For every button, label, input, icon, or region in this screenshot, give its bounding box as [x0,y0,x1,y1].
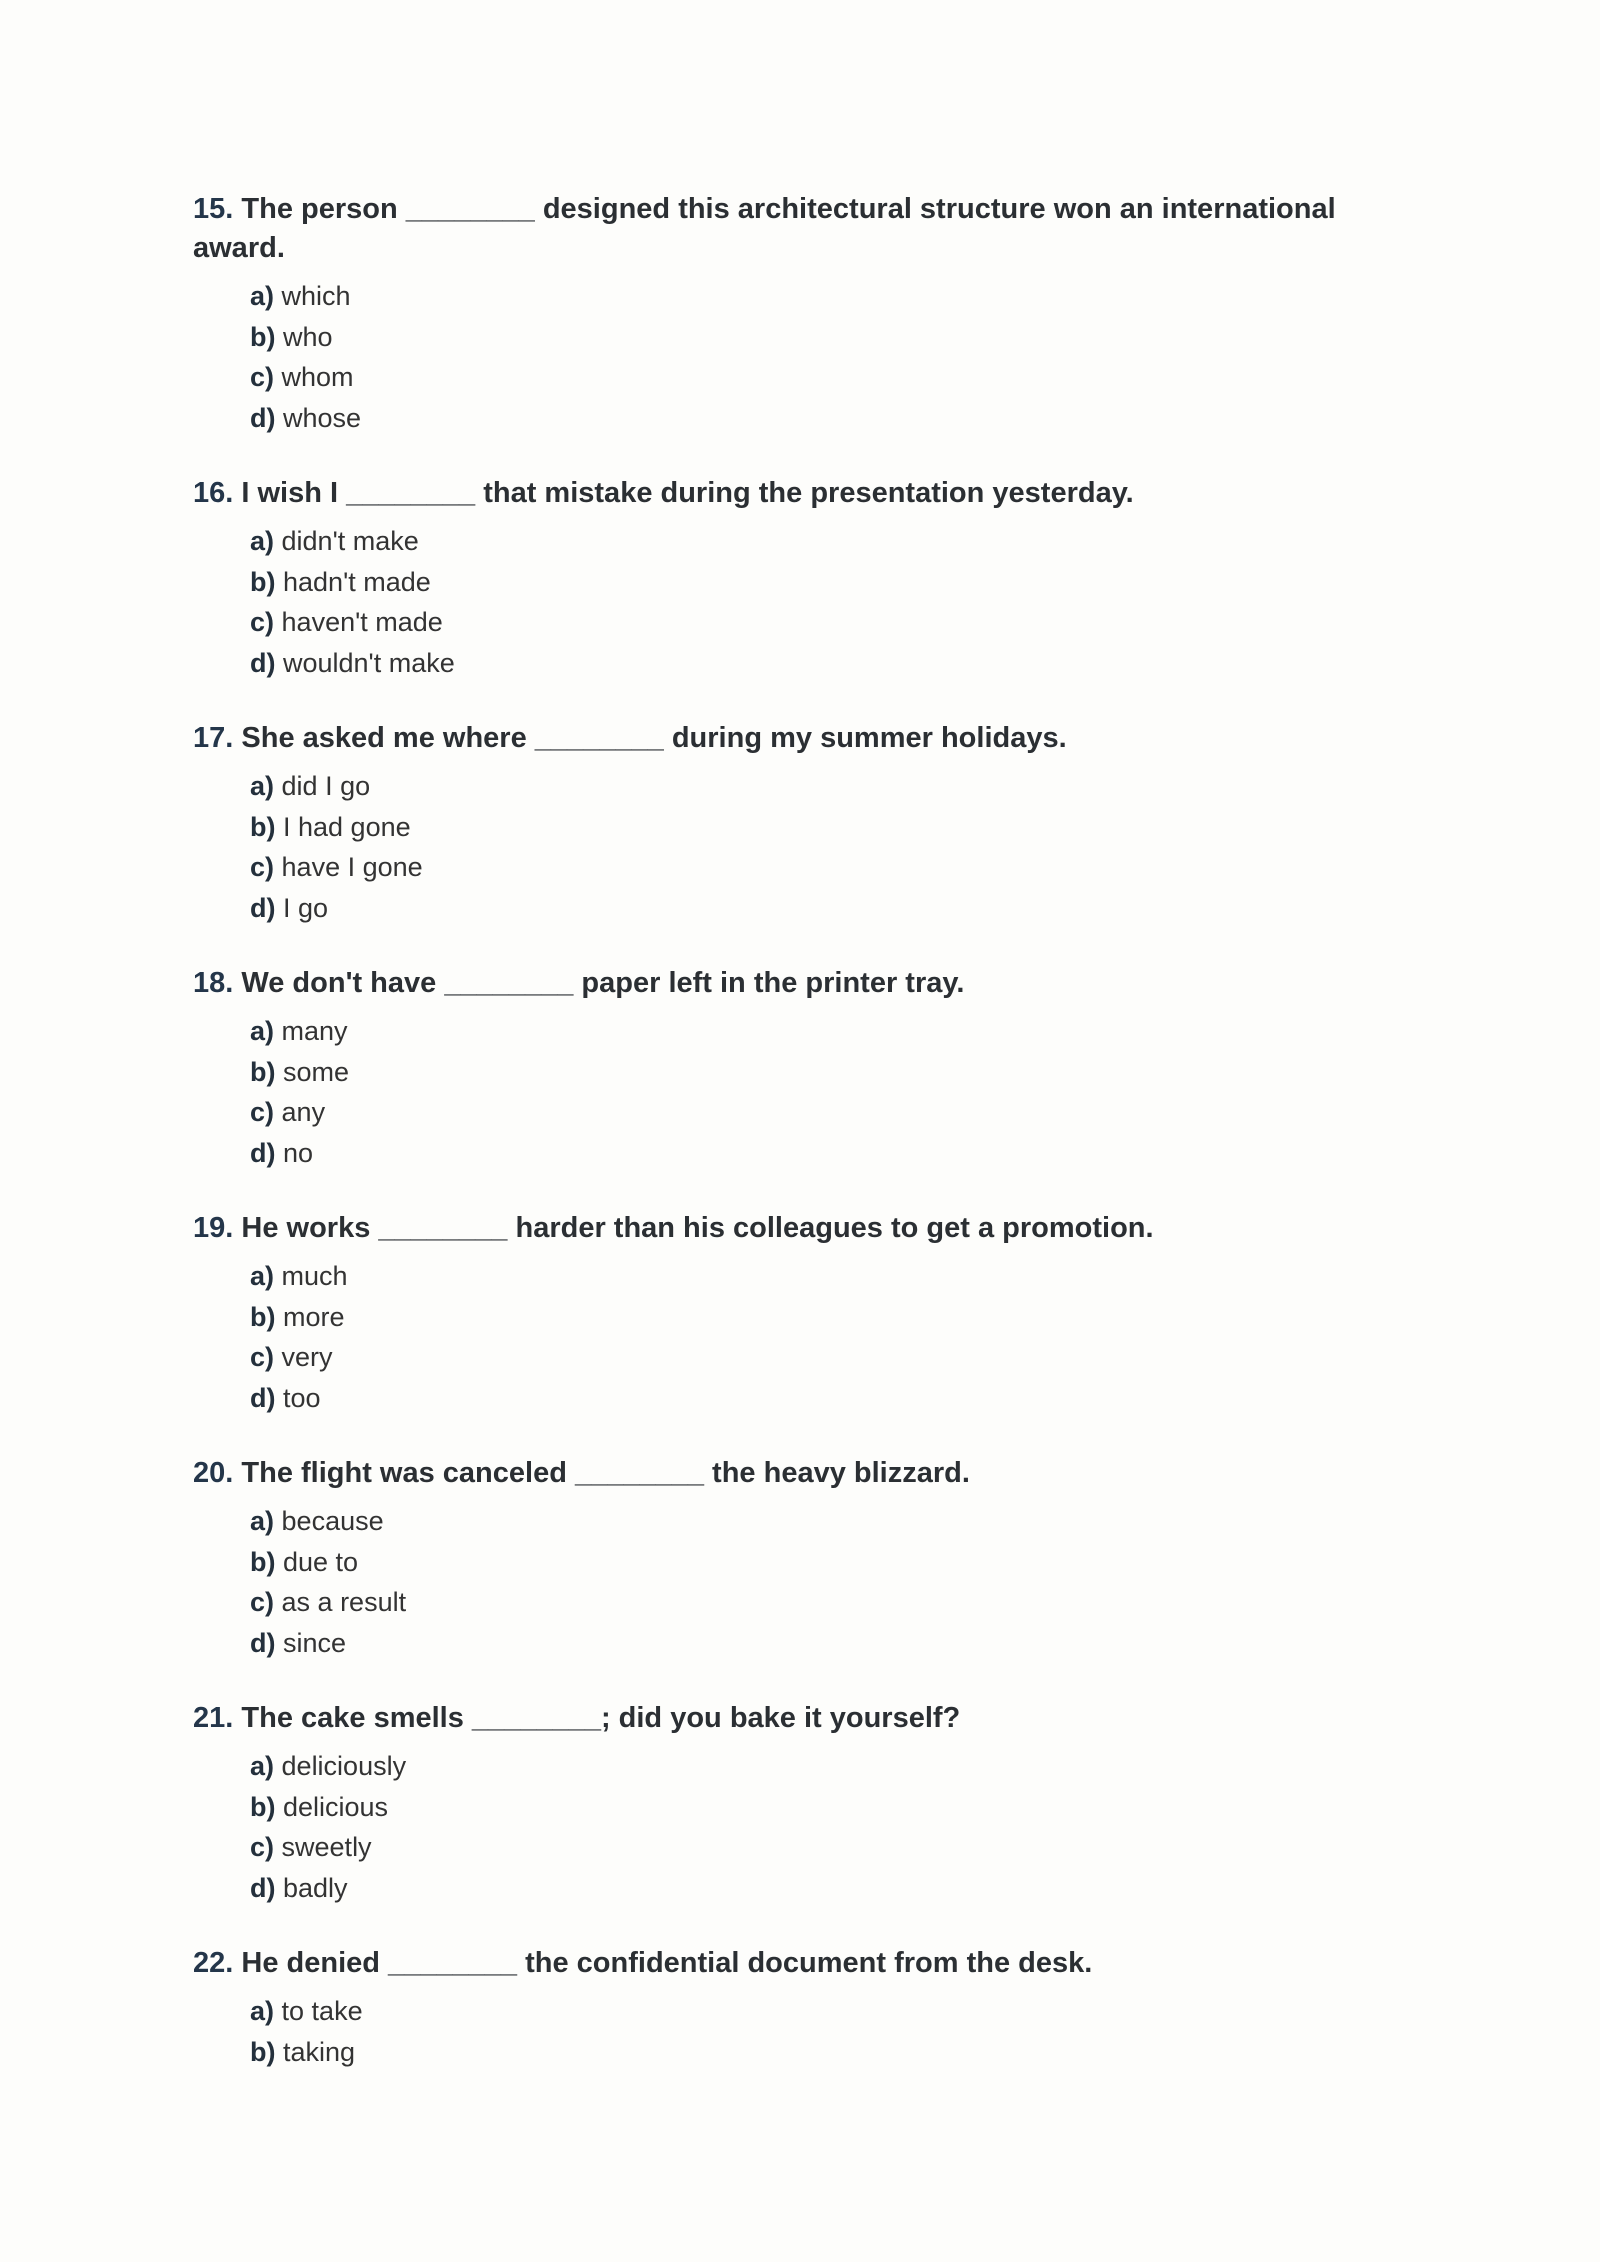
option-text: wouldn't make [283,647,455,678]
question-stem [193,964,1403,1003]
option-c [250,1092,1403,1133]
option-d [250,1623,1403,1664]
option-c [250,1582,1403,1623]
question-number: 19. [193,1212,234,1244]
question-22 [193,1944,1403,2072]
option-text: deliciously [281,1751,407,1781]
option-b [250,562,1403,603]
option-letter: a) [250,1016,275,1046]
option-letter: a) [250,1506,275,1536]
option-text: much [281,1261,348,1291]
option-b [250,1297,1403,1338]
option-text: any [281,1097,326,1127]
option-text: very [281,1342,333,1372]
option-text: too [283,1382,321,1413]
question-19 [193,1209,1403,1418]
question-15 [193,190,1403,438]
option-letter: d) [250,647,276,678]
option-c [250,602,1403,643]
option-text: whose [283,402,362,433]
question-21 [193,1699,1403,1908]
option-c [250,357,1403,398]
option-b [250,807,1403,848]
option-a [250,766,1403,807]
option-a [250,1746,1403,1787]
question-text: The person ________ designed this architectural structure won an international award. [193,193,1336,264]
question-number: 16. [193,477,234,509]
option-letter: b) [250,1791,276,1822]
option-letter: a) [250,1261,275,1291]
option-letter: a) [250,1751,275,1781]
option-text: didn't make [281,526,419,556]
question-stem [193,1209,1403,1248]
option-list [193,1746,1403,1908]
option-list [193,521,1403,683]
option-letter: b) [250,566,276,597]
option-text: some [283,1056,350,1087]
option-letter: d) [250,402,276,433]
option-text: hadn't made [283,566,431,597]
option-text: who [283,321,333,352]
option-b [250,2032,1403,2073]
question-text: We don't have ________ paper left in the printer tray. [241,967,965,999]
question-number: 20. [193,1457,234,1489]
option-letter: b) [250,1546,276,1577]
question-text: He works ________ harder than his colleagues to get a promotion. [241,1212,1154,1244]
question-number: 17. [193,722,234,754]
option-text: to take [281,1996,363,2026]
question-stem [193,190,1403,268]
question-18 [193,964,1403,1173]
option-text: I go [283,892,329,923]
option-list [193,766,1403,928]
option-c [250,1827,1403,1868]
option-text: delicious [283,1791,389,1822]
option-text: I had gone [283,811,411,842]
option-letter: a) [250,526,275,556]
option-letter: c) [250,1342,275,1372]
option-list [193,276,1403,438]
option-letter: d) [250,892,276,923]
option-text: badly [283,1872,348,1903]
question-stem [193,474,1403,513]
option-list [193,1011,1403,1173]
option-letter: c) [250,1587,275,1617]
option-letter: c) [250,1832,275,1862]
option-b [250,1787,1403,1828]
option-a [250,276,1403,317]
option-letter: d) [250,1137,276,1168]
option-a [250,1991,1403,2032]
question-number: 18. [193,967,234,999]
option-text: taking [283,2036,356,2067]
question-text: The cake smells ________; did you bake it yourself? [241,1702,961,1734]
option-letter: c) [250,607,275,637]
option-d [250,888,1403,929]
option-letter: a) [250,1996,275,2026]
option-text: as a result [281,1587,407,1617]
option-text: many [281,1016,348,1046]
option-letter: b) [250,811,276,842]
question-stem [193,1454,1403,1493]
option-letter: b) [250,2036,276,2067]
option-text: no [283,1137,314,1168]
option-b [250,1542,1403,1583]
option-text: due to [283,1546,359,1577]
question-17 [193,719,1403,928]
option-d [250,1868,1403,1909]
option-text: sweetly [281,1832,372,1862]
option-letter: d) [250,1382,276,1413]
option-text: whom [281,362,354,392]
option-b [250,317,1403,358]
question-text: The flight was canceled ________ the heavy blizzard. [241,1457,970,1489]
question-20 [193,1454,1403,1663]
question-number: 15. [193,193,234,225]
option-text: have I gone [281,852,423,882]
question-number: 21. [193,1702,234,1734]
option-text: did I go [281,771,371,801]
question-text: I wish I ________ that mistake during the presentation yesterday. [241,477,1134,509]
option-text: haven't made [281,607,443,637]
option-list [193,1501,1403,1663]
option-letter: c) [250,362,275,392]
option-letter: a) [250,281,275,311]
question-stem [193,719,1403,758]
question-16 [193,474,1403,683]
option-text: since [283,1627,347,1658]
option-letter: d) [250,1627,276,1658]
option-letter: b) [250,321,276,352]
option-text: which [281,281,351,311]
question-text: He denied ________ the confidential document from the desk. [241,1947,1093,1979]
question-stem [193,1699,1403,1738]
option-letter: a) [250,771,275,801]
question-text: She asked me where ________ during my summer holidays. [241,722,1067,754]
option-a [250,1011,1403,1052]
option-list [193,1256,1403,1418]
question-stem [193,1944,1403,1983]
option-d [250,398,1403,439]
option-letter: b) [250,1301,276,1332]
question-number: 22. [193,1947,234,1979]
option-a [250,1501,1403,1542]
option-letter: b) [250,1056,276,1087]
option-c [250,847,1403,888]
option-list [193,1991,1403,2072]
option-text: more [283,1301,345,1332]
option-c [250,1337,1403,1378]
option-letter: c) [250,1097,275,1127]
option-d [250,1133,1403,1174]
option-a [250,1256,1403,1297]
option-d [250,1378,1403,1419]
option-letter: c) [250,852,275,882]
option-letter: d) [250,1872,276,1903]
option-b [250,1052,1403,1093]
option-text: because [281,1506,384,1536]
option-d [250,643,1403,684]
option-a [250,521,1403,562]
